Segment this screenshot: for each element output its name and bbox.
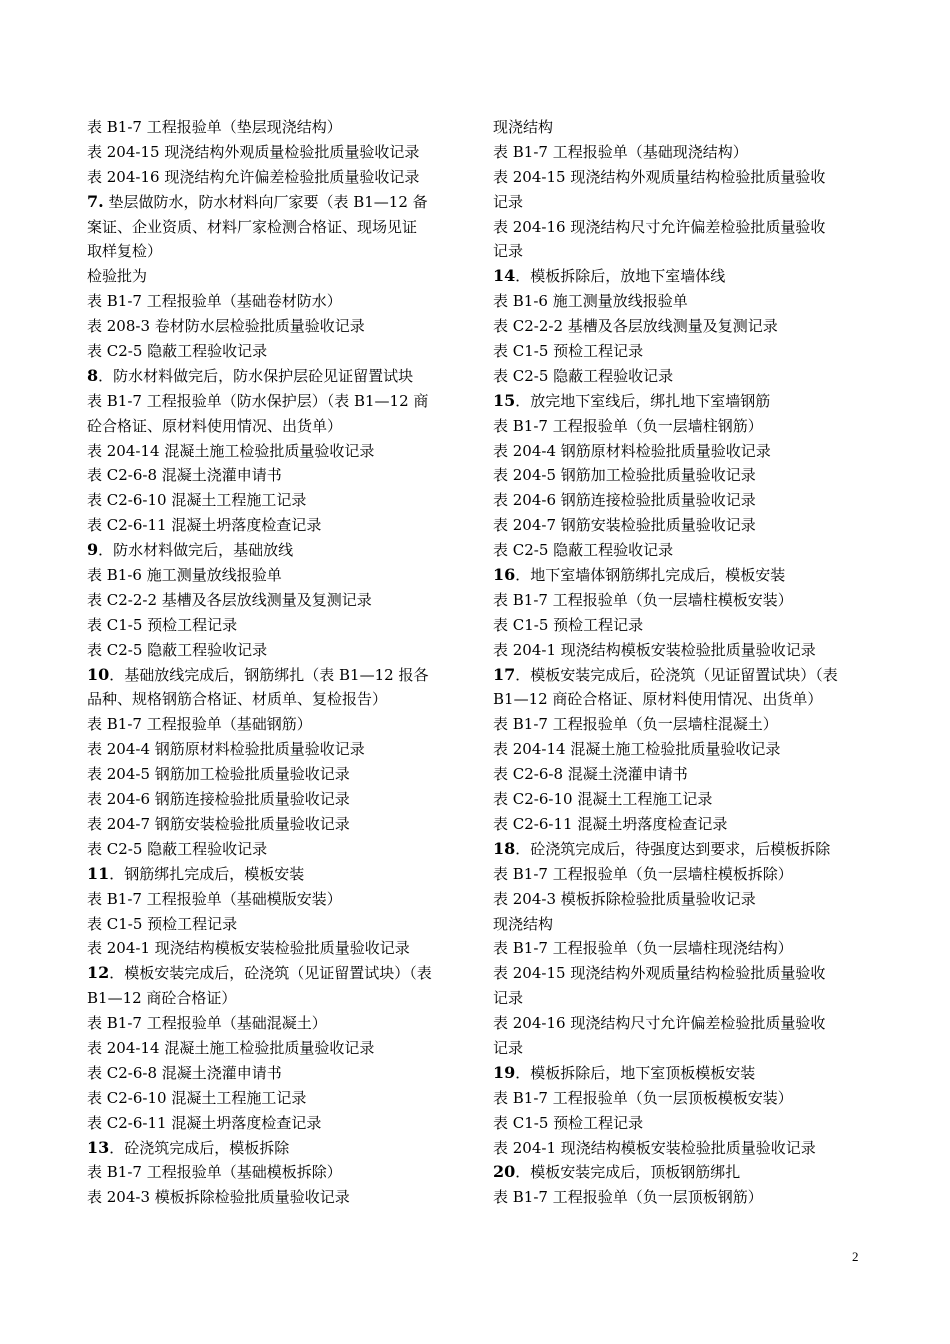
- text-line: [87, 837, 463, 862]
- line-text: 表 C2-2-2 基槽及各层放线测量及复测记录: [493, 317, 778, 336]
- step-heading-line: [87, 538, 463, 563]
- text-line: [493, 439, 869, 464]
- text-line: [87, 986, 463, 1011]
- text-line: [87, 414, 463, 439]
- step-heading-line: [87, 862, 463, 887]
- line-text: 表 C1-5 预检工程记录: [87, 615, 238, 634]
- text-line: [87, 314, 463, 339]
- line-text: 表 204-15 现浇结构外观质量结构检验批质量验收: [493, 167, 826, 186]
- line-text: 表 C2-6-10 混凝土工程施工记录: [493, 790, 713, 809]
- line-text: 表 204-4 钢筋原材料检验批质量验收记录: [87, 740, 365, 759]
- line-text: 表 C1-5 预检工程记录: [493, 615, 644, 634]
- line-text: 记录: [493, 989, 524, 1008]
- line-text: ．模板拆除后，放地下室墙体线: [515, 267, 726, 286]
- line-text: 表 C2-6-8 混凝土浇灌申请书: [87, 466, 282, 485]
- text-line: [87, 215, 463, 240]
- text-line: [87, 140, 463, 165]
- line-text: 表 204-5 钢筋加工检验批质量验收记录: [493, 466, 756, 485]
- text-line: [87, 1185, 463, 1210]
- text-line: [87, 762, 463, 787]
- line-text: 表 204-6 钢筋连接检验批质量验收记录: [87, 790, 350, 809]
- line-text: 表 B1-6 施工测量放线报验单: [87, 566, 282, 585]
- line-text: 表 204-3 模板拆除检验批质量验收记录: [493, 889, 756, 908]
- line-text: 表 C2-6-11 混凝土坍落度检查记录: [493, 814, 728, 833]
- line-text: ．模板安装完成后，顶板钢筋绑扎: [515, 1163, 741, 1182]
- line-text: ．基础放线完成后，钢筋绑扎（表 B1—12 报各: [109, 665, 429, 684]
- text-line: [87, 787, 463, 812]
- text-line: [87, 389, 463, 414]
- text-line: [493, 687, 869, 712]
- text-line: [87, 712, 463, 737]
- step-number: 19: [493, 1062, 516, 1082]
- text-line: [87, 439, 463, 464]
- text-line: [493, 190, 869, 215]
- step-heading-line: [87, 190, 463, 215]
- step-heading-line: [87, 1136, 463, 1161]
- step-heading-line: [493, 264, 869, 289]
- line-text: 记录: [493, 1038, 524, 1057]
- step-number: 7.: [87, 191, 104, 211]
- step-number: 14: [493, 266, 516, 286]
- step-number: 9: [87, 540, 99, 560]
- text-line: [493, 712, 869, 737]
- line-text: 垫层做防水，防水材料向厂家要（表 B1—12 备: [103, 192, 428, 211]
- step-heading-line: [493, 1160, 869, 1185]
- line-text: 表 204-7 钢筋安装检验批质量验收记录: [87, 814, 350, 833]
- step-number: 12: [87, 963, 110, 983]
- line-text: 表 C2-6-8 混凝土浇灌申请书: [493, 765, 688, 784]
- line-text: 表 C2-5 隐蔽工程验收记录: [493, 366, 674, 385]
- text-line: [493, 538, 869, 563]
- text-line: [493, 613, 869, 638]
- text-line: [493, 1136, 869, 1161]
- line-text: 表 C2-2-2 基槽及各层放线测量及复测记录: [87, 590, 372, 609]
- step-heading-line: [493, 663, 869, 688]
- text-line: [493, 215, 869, 240]
- step-heading-line: [493, 837, 869, 862]
- text-line: [493, 165, 869, 190]
- text-line: [493, 289, 869, 314]
- text-line: [493, 986, 869, 1011]
- line-text: 表 204-1 现浇结构模板安装检验批质量验收记录: [493, 640, 816, 659]
- page-number: 2: [852, 1249, 859, 1264]
- text-line: [493, 812, 869, 837]
- line-text: 表 B1-7 工程报验单（基础模板拆除）: [87, 1163, 342, 1182]
- step-number: 17: [493, 664, 516, 684]
- line-text: 记录: [493, 242, 524, 261]
- left-column: [87, 115, 463, 1210]
- line-text: 表 204-6 钢筋连接检验批质量验收记录: [493, 491, 756, 510]
- line-text: 表 B1-6 施工测量放线报验单: [493, 292, 688, 311]
- step-number: 10: [87, 664, 110, 684]
- line-text: 记录: [493, 192, 524, 211]
- line-text: ．防水材料做完后，基础放线: [98, 541, 294, 560]
- line-text: ．模板安装完成后，砼浇筑（见证留置试块）（表: [515, 665, 838, 684]
- line-text: 品种、规格钢筋合格证、材质单、复检报告）: [87, 690, 388, 709]
- line-text: 现浇结构: [493, 118, 554, 136]
- line-text: 取样复检）: [87, 242, 163, 261]
- text-line: [493, 463, 869, 488]
- line-text: 表 B1-7 工程报验单（基础现浇结构）: [493, 142, 748, 161]
- text-line: [493, 414, 869, 439]
- step-number: 11: [87, 863, 110, 883]
- text-line: [493, 1086, 869, 1111]
- text-line: [87, 339, 463, 364]
- text-line: [493, 961, 869, 986]
- text-line: [87, 1061, 463, 1086]
- text-line: [493, 887, 869, 912]
- step-heading-line: [493, 563, 869, 588]
- line-text: ．模板安装完成后，砼浇筑（见证留置试块）（表: [109, 964, 432, 983]
- text-line: [87, 887, 463, 912]
- line-text: 表 204-7 钢筋安装检验批质量验收记录: [493, 516, 756, 535]
- text-line: [87, 513, 463, 538]
- line-text: 表 204-1 现浇结构模板安装检验批质量验收记录: [87, 939, 410, 958]
- right-column: [493, 115, 869, 1210]
- text-line: [493, 513, 869, 538]
- text-line: [493, 364, 869, 389]
- line-text: 表 C1-5 预检工程记录: [493, 1113, 644, 1132]
- text-line: [87, 1036, 463, 1061]
- text-line: [493, 1036, 869, 1061]
- text-line: [493, 140, 869, 165]
- line-text: 表 C2-5 隐蔽工程验收记录: [87, 640, 268, 659]
- text-line: [87, 687, 463, 712]
- text-line: [87, 638, 463, 663]
- line-text: 表 204-5 钢筋加工检验批质量验收记录: [87, 765, 350, 784]
- text-line: [87, 563, 463, 588]
- line-text: 表 C2-6-11 混凝土坍落度检查记录: [87, 516, 322, 535]
- line-text: B1—12 商砼合格证）: [87, 989, 237, 1008]
- line-text: 表 B1-7 工程报验单（负一层墙柱现浇结构）: [493, 939, 793, 958]
- text-line: [87, 737, 463, 762]
- text-line: [87, 488, 463, 513]
- line-text: 表 B1-7 工程报验单（负一层顶板钢筋）: [493, 1188, 763, 1207]
- line-text: 表 204-1 现浇结构模板安装检验批质量验收记录: [493, 1138, 816, 1157]
- line-text: ．地下室墙体钢筋绑扎完成后，模板安装: [515, 566, 786, 585]
- line-text: 表 B1-7 工程报验单（垫层现浇结构）: [87, 118, 342, 136]
- line-text: 表 208-3 卷材防水层检验批质量验收记录: [87, 317, 365, 336]
- step-heading-line: [493, 389, 869, 414]
- text-line: [493, 339, 869, 364]
- text-line: [87, 1160, 463, 1185]
- line-text: ．钢筋绑扎完成后，模板安装: [109, 864, 305, 883]
- line-text: 表 204-16 现浇结构允许偏差检验批质量验收记录: [87, 167, 420, 186]
- line-text: 表 204-3 模板拆除检验批质量验收记录: [87, 1188, 350, 1207]
- text-line: [493, 1185, 869, 1210]
- text-line: [87, 1111, 463, 1136]
- text-line: [493, 488, 869, 513]
- text-line: [493, 115, 869, 140]
- line-text: 表 B1-7 工程报验单（基础混凝土）: [87, 1014, 327, 1033]
- text-line: [493, 787, 869, 812]
- line-text: 表 204-15 现浇结构外观质量检验批质量验收记录: [87, 142, 420, 161]
- line-text: 表 C2-6-11 混凝土坍落度检查记录: [87, 1113, 322, 1132]
- line-text: 表 B1-7 工程报验单（基础卷材防水）: [87, 292, 342, 311]
- line-text: 表 204-4 钢筋原材料检验批质量验收记录: [493, 441, 771, 460]
- line-text: 表 204-16 现浇结构尺寸允许偏差检验批质量验收: [493, 217, 826, 236]
- line-text: ．砼浇筑完成后，待强度达到要求，后模板拆除: [515, 839, 831, 858]
- line-text: 表 C2-5 隐蔽工程验收记录: [87, 839, 268, 858]
- line-text: 表 204-14 混凝土施工检验批质量验收记录: [493, 740, 781, 759]
- text-line: [493, 936, 869, 961]
- line-text: 表 C2-5 隐蔽工程验收记录: [87, 342, 268, 361]
- text-line: [493, 239, 869, 264]
- text-line: [87, 165, 463, 190]
- text-line: [87, 1011, 463, 1036]
- text-line: [87, 613, 463, 638]
- step-number: 13: [87, 1137, 110, 1157]
- line-text: 表 B1-7 工程报验单（防水保护层）（表 B1—12 商: [87, 391, 429, 410]
- text-line: [87, 463, 463, 488]
- text-line: [87, 1086, 463, 1111]
- line-text: 表 204-14 混凝土施工检验批质量验收记录: [87, 441, 375, 460]
- text-line: [87, 812, 463, 837]
- line-text: 表 C1-5 预检工程记录: [493, 342, 644, 361]
- line-text: 表 204-14 混凝土施工检验批质量验收记录: [87, 1038, 375, 1057]
- text-line: [493, 737, 869, 762]
- text-line: [87, 912, 463, 937]
- text-line: [87, 264, 463, 289]
- text-line: [493, 588, 869, 613]
- line-text: 表 B1-7 工程报验单（负一层顶板模板安装）: [493, 1088, 793, 1107]
- line-text: 案证、企业资质、材料厂家检测合格证、现场见证: [87, 217, 418, 236]
- line-text: ．放完地下室线后，绑扎地下室墙钢筋: [515, 391, 771, 410]
- step-number: 20: [493, 1162, 516, 1182]
- line-text: 表 C2-6-10 混凝土工程施工记录: [87, 1088, 307, 1107]
- line-text: B1—12 商砼合格证、原材料使用情况、出货单）: [493, 690, 823, 709]
- step-number: 15: [493, 390, 516, 410]
- text-line: [493, 314, 869, 339]
- step-heading-line: [87, 663, 463, 688]
- line-text: 表 C1-5 预检工程记录: [87, 914, 238, 933]
- text-line: [87, 289, 463, 314]
- text-line: [87, 936, 463, 961]
- line-text: 表 204-15 现浇结构外观质量结构检验批质量验收: [493, 964, 826, 983]
- line-text: 表 B1-7 工程报验单（负一层墙柱钢筋）: [493, 416, 763, 435]
- text-line: [87, 239, 463, 264]
- text-line: [493, 762, 869, 787]
- line-text: 表 B1-7 工程报验单（负一层墙柱模板安装）: [493, 590, 793, 609]
- line-text: 表 C2-6-8 混凝土浇灌申请书: [87, 1063, 282, 1082]
- line-text: 表 C2-6-10 混凝土工程施工记录: [87, 491, 307, 510]
- text-line: [87, 588, 463, 613]
- text-line: [87, 115, 463, 140]
- step-heading-line: [87, 364, 463, 389]
- line-text: 表 B1-7 工程报验单（基础模版安装）: [87, 889, 342, 908]
- text-line: [493, 638, 869, 663]
- line-text: 表 B1-7 工程报验单（基础钢筋）: [87, 715, 312, 734]
- line-text: 表 C2-5 隐蔽工程验收记录: [493, 541, 674, 560]
- step-number: 18: [493, 838, 516, 858]
- line-text: 表 204-16 现浇结构尺寸允许偏差检验批质量验收: [493, 1014, 826, 1033]
- text-line: [493, 1111, 869, 1136]
- step-number: 16: [493, 565, 516, 585]
- text-line: [493, 862, 869, 887]
- line-text: ．模板拆除后，地下室顶板模板安装: [515, 1063, 756, 1082]
- step-heading-line: [493, 1061, 869, 1086]
- text-line: [493, 912, 869, 937]
- line-text: 现浇结构: [493, 914, 554, 933]
- line-text: 表 B1-7 工程报验单（负一层墙柱模板拆除）: [493, 864, 793, 883]
- step-number: 8: [87, 365, 99, 385]
- line-text: ．防水材料做完后，防水保护层砼见证留置试块: [98, 366, 414, 385]
- line-text: 检验批为: [87, 267, 148, 286]
- step-heading-line: [87, 961, 463, 986]
- line-text: 砼合格证、原材料使用情况、出货单）: [87, 416, 343, 435]
- line-text: ．砼浇筑完成后，模板拆除: [109, 1138, 290, 1157]
- line-text: 表 B1-7 工程报验单（负一层墙柱混凝土）: [493, 715, 778, 734]
- text-line: [493, 1011, 869, 1036]
